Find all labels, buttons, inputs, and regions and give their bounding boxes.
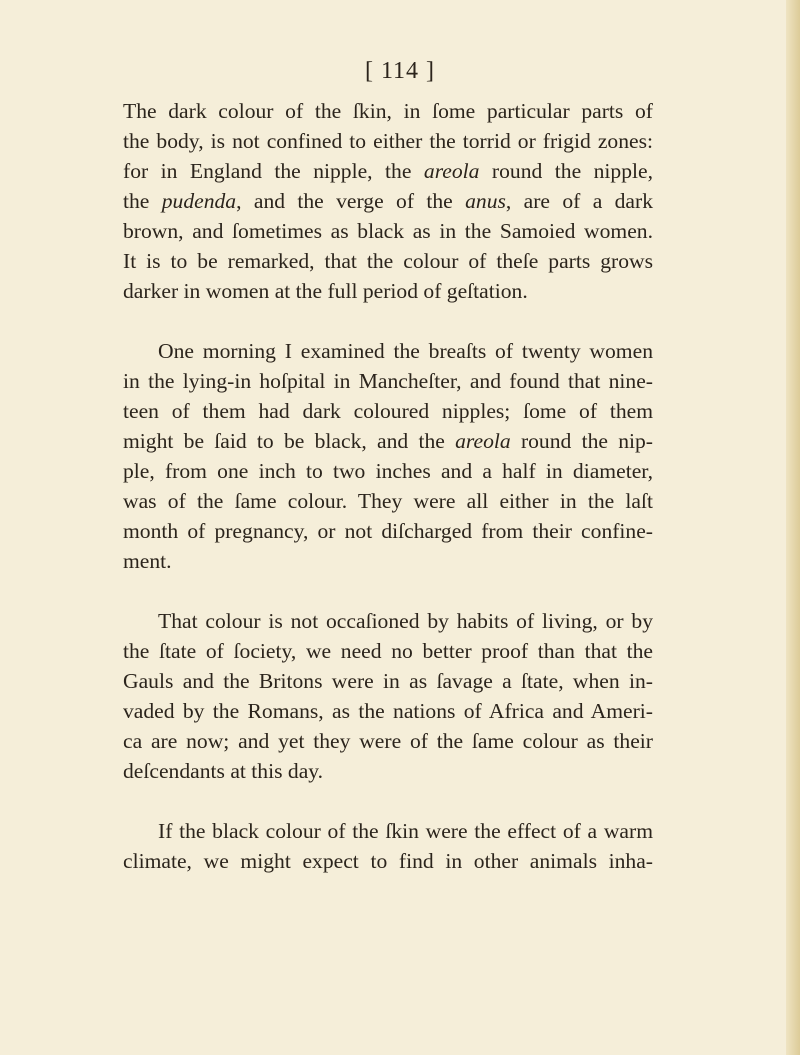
- text-span: round the nip-: [510, 429, 653, 453]
- text-line: [123, 636, 653, 666]
- text-span: brown, and ſometimes as black as in the Samoied women.: [123, 219, 653, 243]
- text-span: in the lying-in hoſpital in Mancheſter, and found that nine-: [123, 369, 653, 393]
- text-span: deſcendants at this day.: [123, 759, 324, 783]
- text-line: [123, 216, 653, 246]
- italic-term: pudenda: [161, 189, 237, 213]
- text-line: [158, 606, 653, 636]
- text-line: [123, 516, 653, 546]
- text-line: [123, 486, 653, 516]
- text-span: month of pregnancy, or not diſcharged from their confine-: [123, 519, 653, 543]
- text-line: [123, 696, 653, 726]
- text-span: The dark colour of the ſkin, in ſome particular parts of: [123, 99, 653, 123]
- text-span: That colour is not occaſioned by habits of living, or by: [158, 609, 653, 633]
- text-line: [123, 396, 653, 426]
- text-span: If the black colour of the ſkin were the effect of a warm: [158, 819, 653, 843]
- text-line: [123, 366, 653, 396]
- text-span: Gauls and the Britons were in as ſavage a ſtate, when in-: [123, 669, 653, 693]
- text-span: was of the ſame colour. They were all either in the laſt: [123, 489, 653, 513]
- text-line: [123, 456, 653, 486]
- text-span: round the nipple,: [479, 159, 654, 183]
- text-span: the body, is not confined to either the torrid or frigid zones:: [123, 129, 653, 153]
- text-line: [123, 186, 653, 216]
- text-span: ment.: [123, 549, 172, 573]
- page-edge: [786, 0, 800, 1055]
- text-line: [123, 726, 653, 756]
- text-span: the: [123, 189, 162, 213]
- text-line: [158, 816, 653, 846]
- text-span: It is to be remarked, that the colour of theſe parts grows: [123, 249, 653, 273]
- text-line: [123, 276, 653, 306]
- text-line: [123, 756, 653, 786]
- italic-term: areola: [455, 429, 511, 453]
- italic-term: anus: [465, 189, 506, 213]
- text-span: might be ſaid to be black, and the: [123, 429, 456, 453]
- text-line: [123, 426, 653, 456]
- text-span: the ſtate of ſociety, we need no better proof than that the: [123, 639, 653, 663]
- text-span: vaded by the Romans, as the nations of Africa and Ameri-: [123, 699, 653, 723]
- text-span: , are of a dark: [505, 189, 654, 213]
- text-span: darker in women at the full period of geſtation.: [123, 279, 528, 303]
- page-number: [ 114 ]: [364, 58, 436, 84]
- italic-term: areola: [423, 159, 480, 183]
- text-line: [158, 336, 653, 366]
- text-line: [123, 666, 653, 696]
- text-span: , and the verge of the: [236, 189, 466, 213]
- text-line: [123, 246, 653, 276]
- text-line: [123, 126, 653, 156]
- text-line: [123, 846, 653, 876]
- text-span: teen of them had dark coloured nipples; ſome of them: [123, 399, 653, 423]
- text-line: [123, 546, 653, 576]
- text-line: [123, 156, 653, 186]
- text-line: [123, 96, 653, 126]
- text-span: One morning I examined the breaſts of twenty women: [158, 339, 653, 363]
- text-span: ple, from one inch to two inches and a half in diameter,: [123, 459, 653, 483]
- text-span: climate, we might expect to find in other animals inha-: [123, 849, 653, 873]
- text-span: ca are now; and yet they were of the ſame colour as their: [123, 729, 653, 753]
- text-span: for in England the nipple, the: [123, 159, 424, 183]
